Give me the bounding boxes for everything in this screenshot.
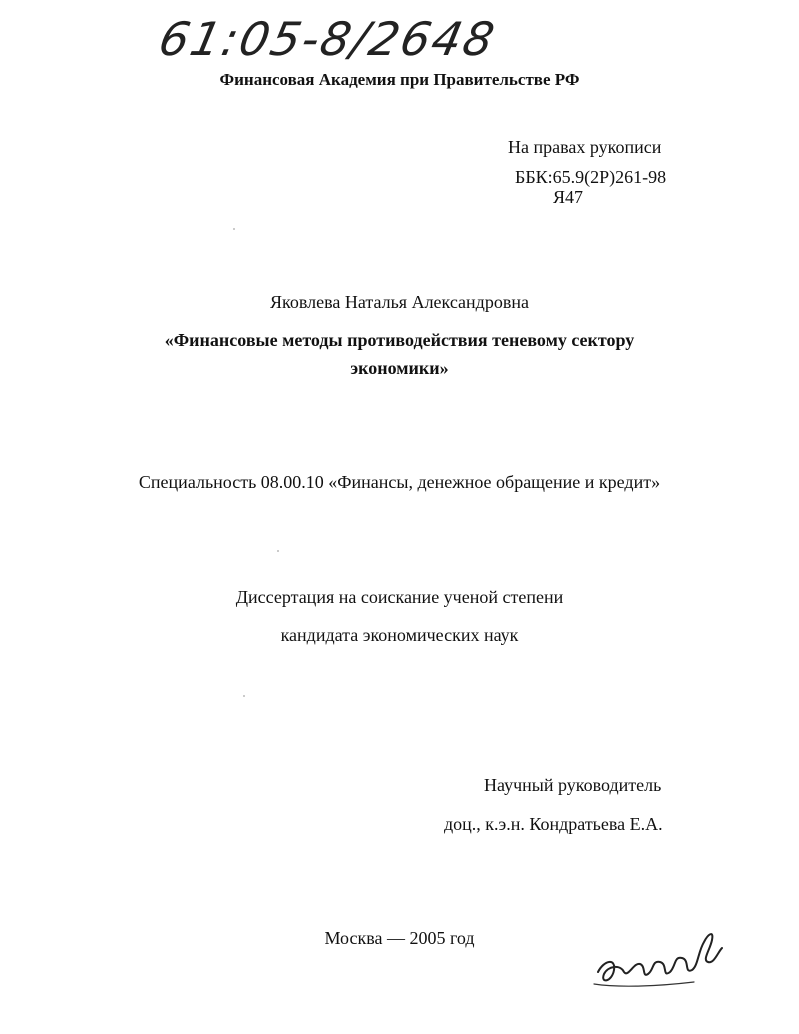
degree-line-2: кандидата экономических наук xyxy=(280,625,519,645)
scan-speck xyxy=(233,228,235,230)
bbk-code: ББК:65.9(2Р)261-98 xyxy=(515,167,667,187)
supervisor-label: Научный руководитель xyxy=(484,775,662,795)
manuscript-rights-note: На правах рукописи xyxy=(508,137,662,157)
degree-line-1: Диссертация на соискание ученой степени xyxy=(235,587,564,607)
specialty: Специальность 08.00.10 «Финансы, денежное обращение и кредит» xyxy=(138,472,661,492)
city-year: Москва — 2005 год xyxy=(324,928,475,948)
handwritten-signature xyxy=(590,912,730,997)
scan-speck xyxy=(243,695,245,697)
author-mark-code: Я47 xyxy=(553,187,584,207)
scan-speck xyxy=(277,550,279,552)
author-name: Яковлева Наталья Александровна xyxy=(270,292,529,312)
dissertation-title-line-2: экономики» xyxy=(350,358,449,378)
dissertation-title-line-1: «Финансовые методы противодействия теневому сектору xyxy=(164,330,635,350)
archive-number-handwritten: 61:05-8/2648 xyxy=(154,12,501,66)
signature-stroke xyxy=(598,934,722,980)
signature-underline xyxy=(594,982,694,986)
supervisor-name: доц., к.э.н. Кондратьева Е.А. xyxy=(444,814,663,834)
institution-name: Финансовая Академия при Правительстве РФ xyxy=(219,70,580,89)
